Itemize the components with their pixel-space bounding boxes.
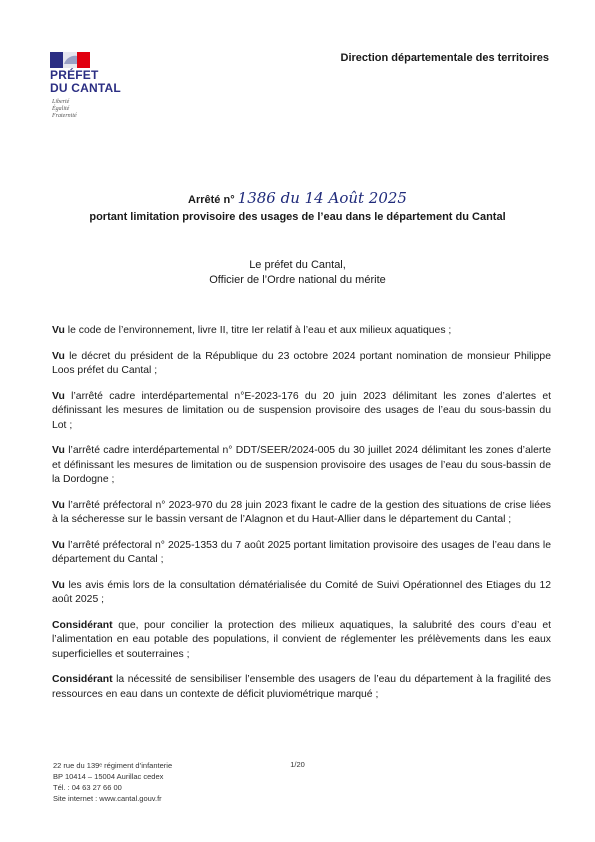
paragraph	[52, 673, 551, 702]
prefect-block	[0, 258, 595, 288]
paragraph	[52, 350, 551, 379]
marianne-emblem-icon	[50, 52, 90, 68]
page-number: 1/20	[290, 760, 305, 769]
footer-website[interactable]: Site internet : www.cantal.gouv.fr	[53, 794, 162, 803]
paragraph-keyword: Considérant	[52, 674, 113, 685]
logo-line-prefet: PRÉFET	[50, 68, 99, 82]
paragraph-keyword: Considérant	[52, 619, 113, 631]
prefect-title: Officier de l’Ordre national du mérite	[209, 274, 386, 286]
logo-line-cantal: DU CANTAL	[50, 81, 121, 95]
footer-phone: Tél. : 04 63 27 66 00	[53, 783, 122, 792]
handwritten-number-date: 1386 du 14 Août 2025	[237, 189, 407, 207]
paragraph	[52, 390, 551, 434]
footer-postal: BP 10414 – 15004 Aurillac cedex	[53, 772, 164, 781]
footer-street: 22 rue du 139ᵉ régiment d’infanterie	[53, 761, 173, 770]
direction-header: Direction départementale des territoires	[340, 52, 549, 64]
paragraph	[52, 499, 551, 528]
arrete-title	[0, 189, 595, 207]
paragraph-text: la nécessité de sensibiliser l’ensemble des usagers de l’eau du département à la fragilité des ressources en eau dans un contexte de déficit pluviométrique marqué ;	[52, 674, 551, 700]
arrete-label: Arrêté n°	[188, 194, 235, 206]
paragraph-keyword: Vu	[52, 539, 65, 551]
paragraph-text: l’arrêté préfectoral n° 2023-970 du 28 juin 2023 fixant le cadre de la gestion des situations de crise liées à la sécheresse sur le bassin versant de l’Alagnon et du Haut-Allier dans le département du Cantal ;	[52, 499, 551, 525]
paragraph-text: le décret du président de la République du 23 octobre 2024 portant nomination de monsieur Philippe Loos préfet du Cantal ;	[52, 350, 551, 376]
paragraph-keyword: Vu	[52, 390, 65, 402]
paragraph-text: l’arrêté préfectoral n° 2025-1353 du 7 août 2025 portant limitation provisoire des usages de l’eau dans le département du Cantal ;	[52, 539, 551, 565]
paragraph-text: que, pour concilier la protection des milieux aquatiques, la salubrité des cours d’eau et l’alimentation en eau potable des populations, il convient de réglementer les prélèvements dans les eaux superficielles et souterraines ;	[52, 619, 551, 660]
paragraph	[52, 619, 551, 663]
paragraph-keyword: Vu	[52, 350, 65, 362]
motto-fraternite: Fraternité	[52, 113, 77, 119]
motto-egalite: Égalité	[52, 106, 70, 112]
paragraph-text: l’arrêté cadre interdépartemental n° DDT/SEER/2024-005 du 30 juillet 2024 délimitant les zones d’alerte et définissant les mesures de limitation ou de suspension provisoire des usages de l’eau du sous-bassin de la Dordogne ;	[52, 445, 551, 485]
paragraph-keyword: Vu	[52, 499, 65, 511]
considerations-list	[52, 324, 551, 713]
paragraph-keyword: Vu	[52, 325, 65, 336]
paragraph-text: le code de l’environnement, livre II, titre Ier relatif à l’eau et aux milieux aquatiques ;	[64, 325, 452, 336]
logo-title	[50, 69, 121, 95]
arrete-subtitle: portant limitation provisoire des usages de l’eau dans le département du Cantal	[89, 211, 506, 223]
motto-liberte: Liberté	[52, 99, 70, 105]
prefect-name: Le préfet du Cantal,	[249, 259, 346, 271]
paragraph	[52, 579, 551, 608]
paragraph-text: les avis émis lors de la consultation dématérialisée du Comité de Suivi Opérationnel des Etiages du 12 août 2025 ;	[52, 579, 551, 605]
paragraph	[52, 324, 551, 339]
republic-motto	[52, 99, 77, 120]
paragraph	[52, 444, 551, 488]
paragraph-keyword: Vu	[52, 445, 65, 456]
paragraph-text: l’arrêté cadre interdépartemental n°E-2023-176 du 20 juin 2023 délimitant les zones d’alertes et définissant les mesures de limitation ou de suspension provisoire des usages de l’eau du sous-bassin du Lot ;	[52, 390, 551, 431]
paragraph	[52, 539, 551, 568]
paragraph-keyword: Vu	[52, 579, 65, 591]
